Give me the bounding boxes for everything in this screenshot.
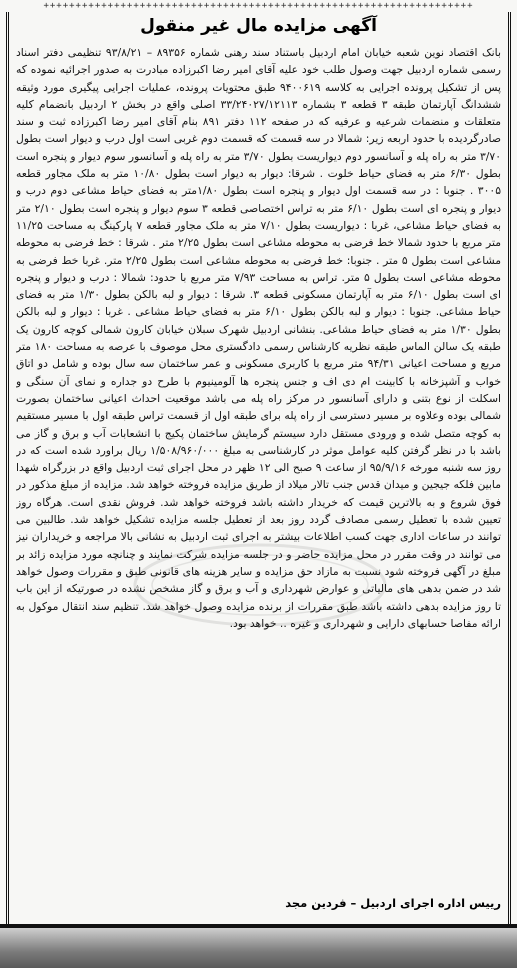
notice-body: بانک اقتصاد نوین شعبه خیابان امام اردبیل باستناد سند رهنی شماره ۸۹۳۵۶ – ۹۳/۸/۲۱ تنظیمی دفتر اسناد رسمی شماره اردبیل جهت وصول طلب خود علیه آقای امیر رضا اکبرزاده مبادرت به صدور اجرائیه نموده که پس از تشکیل پرونده اجرایی به کلاسه ۹۴۰۰۶۱۹ طبق محتویات پرونده، عملیات اجرایی پیگیری مورد وثیقه ششدانگ آپارتمان طبقه ۳ قطعه ۳ بشماره ۳۳/۲۴۰۲۷/۱۲۱۱۳ اصلی واقع در بخش ۲ اردبیل بانضمام کلیه متعلقات و منضمات شرعیه و عرفیه که در صفحه ۱۱۲ دفتر ۸۹۱ بنام آقای امیر رضا اکبرزاده ثبت و سند صادرگردیده با حدود اربعه زیر: شمالا در سه قسمت که قسمت دوم غربی است اول درب و دیوار است بطول ۳/۷۰ متر به راه پله و آسانسور دوم دیواریست بطول ۳/۷۰ متر به راه پله و آسانسور سوم دیوار و پنجره است بطول ۶/۳۰ متر به فضای حیاط خلوت . شرقا: دیوار به دیوار است بطول ۱۰/۸۰ متر به ملک مجاور قطعه ۳۰۰۵ . جنوبا : در سه قسمت اول دیوار و پنجره است بطول ۱/۸۰متر به فضای حیاط مشاعی دوم درب و دیوار و پنجره ای است بطول ۶/۱۰ متر به تراس اختصاصی قطعه ۳ سوم دیوار و پنجره است بطول ۲/۱۰ متر به فضای حیاط مشاعی، غربا : دیواریست بطول ۷/۱۰ متر به ملک مجاور قطعه ۷ پارکینگ به مساحت ۱۱/۲۵ متر مربع با حدود شمالا خط فرضی به محوطه مشاعی است بطول ۲/۲۵ متر . شرقا : خط فرضی به محوطه مشاعی است بطول ۵ متر . جنوبا: خط فرضی به محوطه مشاعی است بطول ۲/۲۵ متر. غربا خط فرضی به محوطه مشاعی است بطول ۵ متر. تراس به مساحت ۷/۹۳ متر مربع با حدود: شمالا : درب و دیوار و پنجره ای است بطول ۶/۱۰ متر به آپارتمان مسکونی قطعه ۳. شرقا : دیوار و لبه بالکن بطول ۱/۳۰ متر به فضای حیاط مشاعی. جنوبا : دیوار و لبه بالکن بطول ۶/۱۰ متر به فضای حیاط مشاعی . غربا : دیوار و لبه بالکن بطول ۱/۳۰ متر به فضای حیاط مشاعی. بنشانی اردبیل شهرک سبلان خیابان کارون شمالی کوچه کارون یک طبقه یک سالن الماس طبقه نظریه کارشناس رسمی دادگستری محل موصوف با عرصه به مساحت ۱۸۰ متر مربع و مساحت اعیانی ۹۴/۳۱ متر مربع با کاربری مسکونی و عمر ساختمان سه سال بوده و شامل دو اتاق خواب و آشپزخانه با کابینت ام دی اف و جنس پنجره ها آلومینیوم با طرح دو جداره و نمای آن سنگی و اسکلت از نوع بتنی و دارای آسانسور در مرکز راه پله می باشد موقعیت احداث اعیانی ساختمان بصورت شمالی بوده وعلاوه بر مسیر دسترسی از راه پله برای طبقه اول از قسمت تراس طبقه اول با مسیر مستقیم به کوچه متصل شده و ورودی مستقل دارد سیستم گرمایش ساختمان پکیج با انشعابات آب و برق و گاز می باشد با در نظر گرفتن کلیه عوامل موثر در کارشناسی به مبلغ ۱/۵۰۸/۹۶۰/۰۰۰ ریال براورد شده است که در روز سه شنبه مورخه ۹۵/۹/۱۶ از ساعت ۹ صبح الی ۱۲ ظهر در محل اجرای ثبت اردبیل واقع در بزرگراه شهدا مابین فلکه جیجین و میدان قدس جنب تالار میلاد از طریق مزایده فروخته خواهد شد. مزایده از مبلغ مذکور در فوق شروع و به بالاترین قیمت که خریدار داشته باشد فروخته خواهد شد. فروش نقدی است. هرگاه روز تعیین شده با تعطیل رسمی مصادف گردد روز بعد از تعطیل جلسه مزایده تشکیل خواهد شد. طالبین می توانند در ساعات اداری جهت کسب اطلاعات بیشتر به اجرای ثبت اردبیل به نشانی بالا مراجعه و خریداران نیز می توانند در وقت مقرر در محل مزایده حاضر و در جلسه مزایده شرکت نمایند و چنانچه مورد مزایده زائد بر مبلغ در آگهی فروخته شود نسبت به مازاد حق مزایده و سایر هزینه های قانونی طبق و مقررات وصول خواهد شد در ضمن بدهی های مالیاتی و عوارض شهرداری و آب و برق و گاز مشخص نشده در صورتیکه از این باب تا روز مزایده بدهی داشته باشد طبق مقررات از برنده مزایده وصول خواهد شد. تنظیم سند انتقال موکول به ارائه مفاصا حسابهای دارایی و شهرداری و غیره .. خواهد بود. <box>16 46 501 630</box>
bottom-shadow-band <box>0 928 517 968</box>
notice-title: آگهی مزایده مال غیر منقول <box>140 16 377 36</box>
plus-sign-border: +++++++++++++++++++++++++++++++++++++++++++++++++++++++++++++++++++ <box>43 1 474 11</box>
notice-signature: رییس اداره اجرای اردبیل – فردین مجد <box>285 896 501 910</box>
